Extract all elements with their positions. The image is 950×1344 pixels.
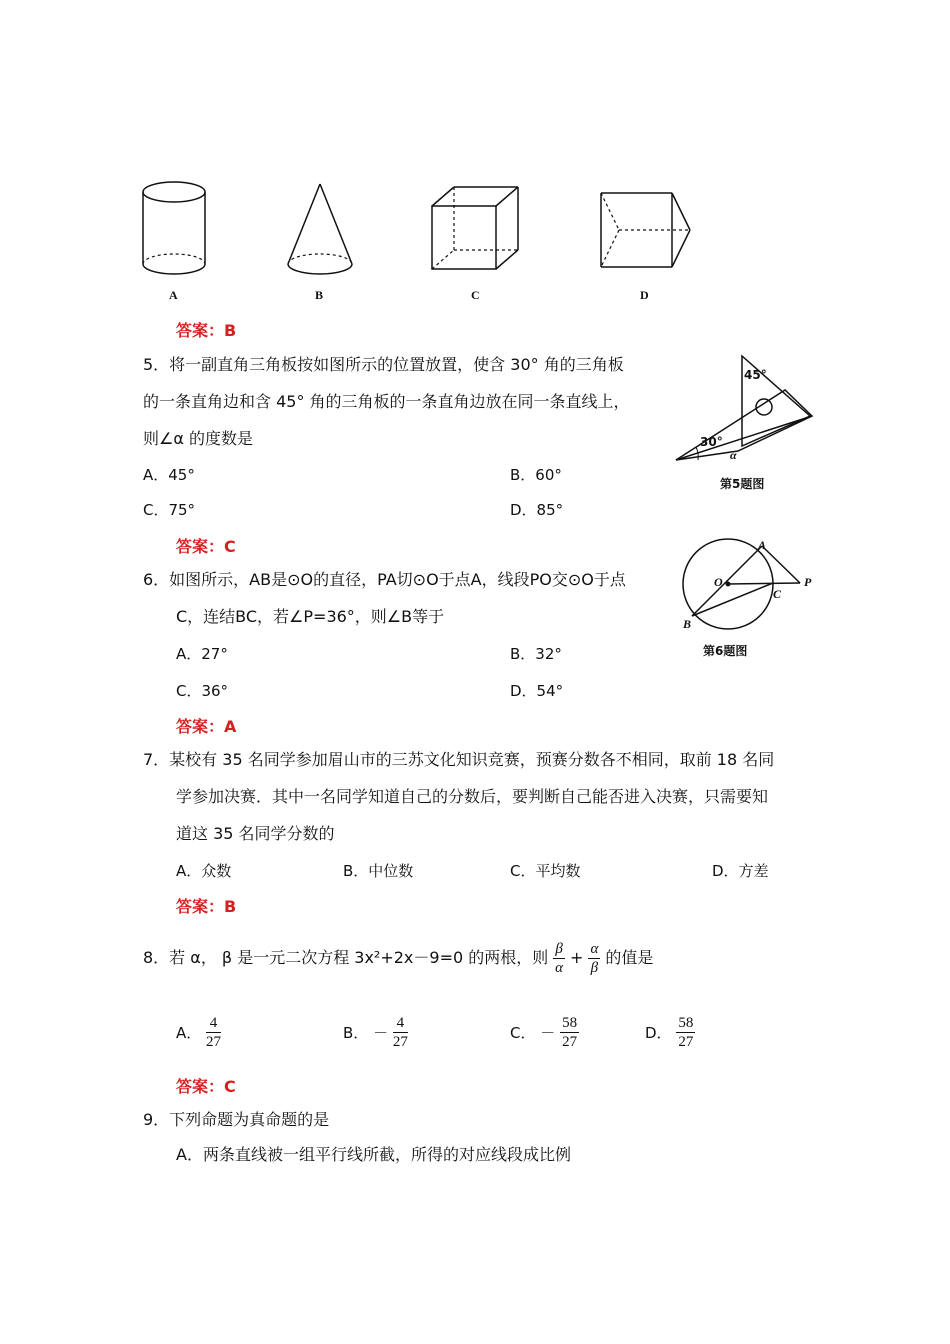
- q5-option-a[interactable]: A．45°: [143, 466, 195, 484]
- q6-line2: C，连结BC，若∠P=36°，则∠B等于: [176, 607, 445, 626]
- option-fraction: [393, 1014, 408, 1051]
- q7-line3: 道这 35 名同学分数的: [176, 824, 335, 843]
- answer-q4: 答案：B: [176, 321, 237, 340]
- shape-label-b: B: [315, 288, 324, 302]
- q6-point-p-label: P: [804, 575, 812, 589]
- option-fraction: [676, 1014, 695, 1051]
- option-sign: －: [540, 1024, 556, 1042]
- q8-option-d[interactable]: [645, 1014, 695, 1051]
- q8-suffix: 的值是: [605, 948, 654, 967]
- answer-q6: 答案：A: [176, 717, 237, 736]
- q7-option-c[interactable]: C．平均数: [510, 862, 581, 880]
- q6-line1: 6．如图所示，AB是⊙O的直径，PA切⊙O于点A，线段PO交⊙O于点: [143, 570, 626, 589]
- q6-circle-figure: [676, 536, 816, 636]
- q5-option-c[interactable]: C．75°: [143, 501, 196, 519]
- frac-num: 58: [562, 1015, 578, 1031]
- frac-den: α: [555, 960, 564, 976]
- q8-prefix: 8．若 α， β 是一元二次方程 3x²+2x－9=0 的两根，则: [143, 948, 549, 967]
- shape-label-a: A: [169, 288, 178, 302]
- frac-den: 27: [678, 1034, 694, 1050]
- q9-option-a[interactable]: A．两条直线被一组平行线所截，所得的对应线段成比例: [176, 1145, 571, 1164]
- q6-option-d[interactable]: D．54°: [510, 682, 564, 700]
- option-fraction: [206, 1014, 221, 1051]
- q6-figure-caption: 第6题图: [703, 644, 748, 658]
- q6-point-b-label: B: [683, 617, 692, 631]
- q7-option-d[interactable]: D．方差: [712, 862, 769, 880]
- option-fraction: [560, 1014, 579, 1051]
- q7-option-b[interactable]: B．中位数: [343, 862, 414, 880]
- q8-fraction-beta-over-alpha: [553, 940, 564, 977]
- q6-point-c-label: C: [773, 587, 782, 601]
- frac-num: α: [590, 941, 599, 957]
- frac-num: 4: [393, 1014, 408, 1033]
- q5-line1: 5．将一副直角三角板按如图所示的位置放置，使含 30° 角的三角板: [143, 355, 624, 374]
- shape-label-d: D: [640, 288, 649, 302]
- q8-plus: +: [569, 948, 584, 967]
- q7-option-a[interactable]: A．众数: [176, 862, 232, 880]
- q9-line1: 9．下列命题为真命题的是: [143, 1110, 330, 1129]
- q5-option-d[interactable]: D．85°: [510, 501, 564, 519]
- answer-q8: 答案：C: [176, 1077, 236, 1096]
- answer-q7: 答案：B: [176, 897, 237, 916]
- answer-q5: 答案：C: [176, 537, 236, 556]
- q5-angle-30-label: 30°: [700, 435, 723, 449]
- q8-option-b[interactable]: [343, 1014, 408, 1051]
- frac-den: 27: [392, 1034, 408, 1050]
- option-sign: －: [373, 1024, 389, 1042]
- q5-line2: 的一条直角边和含 45° 角的三角板的一条直角边放在同一条直线上，: [143, 392, 630, 411]
- shape-cylinder-figure: [136, 176, 216, 280]
- q5-angle-45-label: 45°: [744, 368, 767, 382]
- shape-cube-figure: [428, 184, 528, 274]
- frac-num: 58: [678, 1015, 694, 1031]
- frac-num: 4: [206, 1014, 221, 1033]
- q8-option-a[interactable]: [176, 1014, 221, 1051]
- option-label: A．: [176, 1024, 202, 1042]
- q6-point-o-label: O: [714, 575, 723, 589]
- shape-cone-figure: [284, 180, 356, 280]
- option-label: B．: [343, 1024, 369, 1042]
- q6-point-a-label: A: [758, 538, 767, 552]
- q6-option-b[interactable]: B．32°: [510, 645, 562, 663]
- frac-den: β: [590, 960, 599, 976]
- q5-option-b[interactable]: B．60°: [510, 466, 562, 484]
- option-label: C．: [510, 1024, 536, 1042]
- option-label: D．: [645, 1024, 672, 1042]
- q8-option-c[interactable]: [510, 1014, 579, 1051]
- frac-den: 27: [206, 1034, 222, 1050]
- q7-line1: 7．某校有 35 名同学参加眉山市的三苏文化知识竞赛，预赛分数各不相同，取前 18 名同: [143, 750, 775, 769]
- q6-option-c[interactable]: C．36°: [176, 682, 229, 700]
- frac-num: β: [555, 941, 563, 957]
- q7-line2: 学参加决赛．其中一名同学知道自己的分数后，要判断自己能否进入决赛，只需要知: [176, 787, 769, 806]
- shape-prism-figure: [596, 188, 696, 272]
- q8-fraction-alpha-over-beta: [588, 940, 600, 977]
- q5-angle-alpha-label: α: [730, 448, 737, 462]
- q5-figure-caption: 第5题图: [720, 477, 765, 491]
- shape-label-c: C: [471, 288, 480, 302]
- q8-stem: [143, 938, 653, 978]
- q6-option-a[interactable]: A．27°: [176, 645, 228, 663]
- frac-den: 27: [562, 1034, 578, 1050]
- q5-line3: 则∠α 的度数是: [143, 429, 253, 448]
